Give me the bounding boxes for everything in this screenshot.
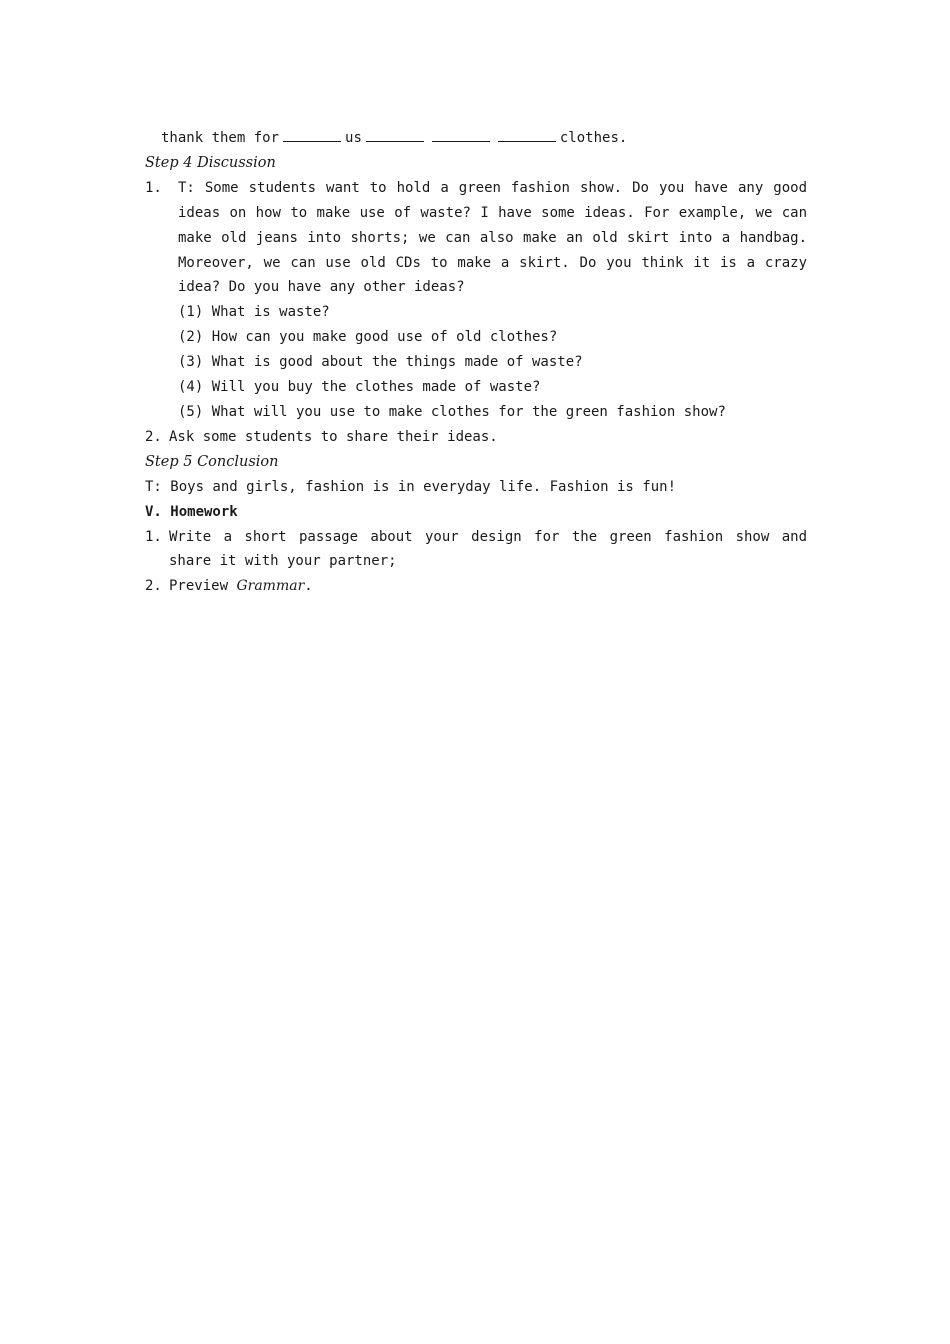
blank-2[interactable] [366,127,424,142]
question-4: (4) Will you buy the clothes made of waste? [178,379,541,396]
step4-item-2-text: Ask some students to share their ideas. [169,428,498,445]
homework-item-2-prefix: Preview [169,578,229,595]
homework-item-1-number: 1. [145,528,162,545]
step5-title: Step 5 Conclusion [145,453,279,470]
question-5: (5) What will you use to make clothes for the green fashion show? [178,403,726,420]
blank-4[interactable] [498,127,556,142]
question-1: (1) What is waste? [178,304,330,321]
homework-item-2 [145,574,807,599]
homework-item-2-number: 2. [145,578,162,595]
homework-item-1 [145,525,807,575]
step4-item-1-paragraph: T: Some students want to hold a green fashion show. Do you have any good ideas on how to make use of waste? I have some ideas. For example, we can make old jeans into shorts; we can also make an old skirt into a handbag. Moreover, we can use old CDs to make a skirt. Do you think it is a crazy idea? Do you have any other ideas? [178,179,807,296]
document-content [145,126,807,599]
fill-in-text-2: us [345,130,362,146]
fill-in-line [145,126,807,151]
fill-in-text-1: thank them for [161,130,280,146]
discussion-questions [145,300,807,425]
homework-item-2-suffix: . [304,578,313,595]
homework-heading: V. Homework [145,503,238,520]
step5-text: T: Boys and girls, fashion is in everyday life. Fashion is fun! [145,478,677,495]
step4-item-1-number: 1. [145,179,162,196]
question-3: (3) What is good about the things made of waste? [178,354,583,371]
step4-item-1 [145,176,807,301]
homework-item-2-text [169,574,807,599]
blank-3[interactable] [432,127,490,142]
step4-item-2 [145,425,807,450]
question-2: (2) How can you make good use of old clothes? [178,329,558,346]
homework-item-2-word: Grammar [236,578,305,595]
blank-1[interactable] [283,127,341,142]
step4-title: Step 4 Discussion [145,154,276,171]
fill-in-text-3: clothes. [559,130,628,146]
step4-item-2-number: 2. [145,428,162,445]
homework-item-1-text: Write a short passage about your design for the green fashion show and share it with your partner; [169,528,807,570]
step4-item-1-text [169,176,807,301]
